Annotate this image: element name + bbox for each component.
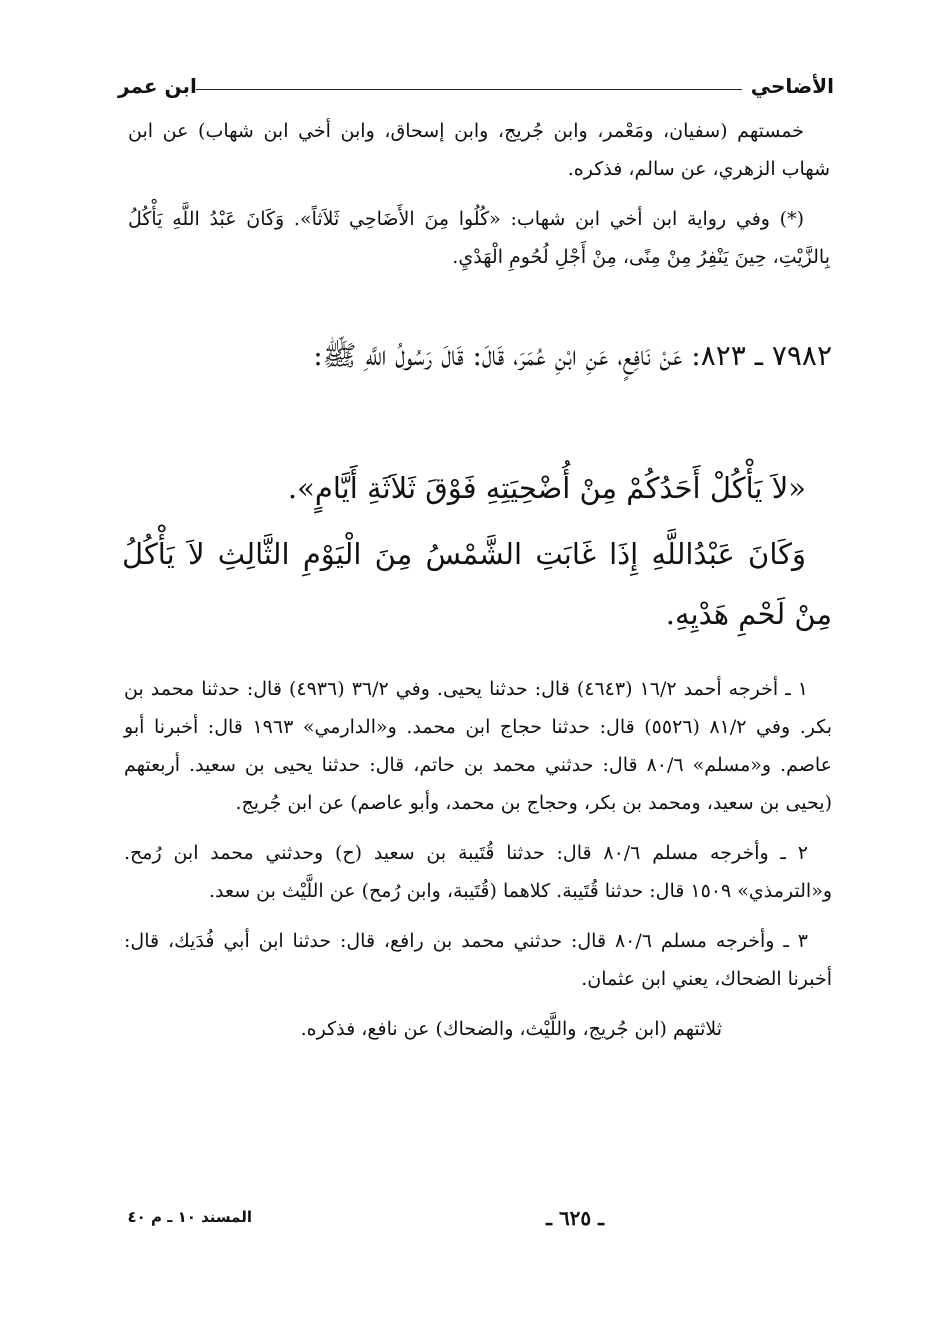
header-rule — [196, 89, 742, 90]
running-head — [118, 68, 834, 108]
hadith-quote-block — [122, 458, 832, 518]
variant-note — [128, 200, 830, 276]
hadith-heading — [122, 330, 832, 382]
hadith-quote: «لاَ يَأْكُلْ أَحَدُكُمْ مِنْ أُضْحِيَتِهِ فَوْقَ ثَلاَثَةِ أَيَّامٍ». — [287, 471, 806, 505]
footnotes — [124, 670, 832, 1060]
footnote-4: ثلاثتهم (ابن جُريج، واللَّيْث، والضحاك) عن نافع، فذكره. — [300, 1018, 722, 1040]
footnote-2: ٢ ـ وأخرجه مسلم ٨٠/٦ قال: حدثنا قُتَيبة بن سعيد (ح) وحدثني محمد ابن رُمح. و«الترمذي» ١٥٠٩ قال: حدثنا قُتَيبة. كلاهما (قُتَيبة، وابن رُمح) عن اللَّيْث بن سعد. — [124, 842, 832, 902]
page-footer — [118, 1208, 834, 1238]
section-title: الأضاحي — [750, 74, 834, 98]
signature-mark: المسند ١٠ ـ م ٤٠ — [127, 1208, 252, 1226]
continuation-paragraph — [128, 112, 830, 188]
chain-summary: خمستهم (سفيان، ومَعْمر، وابن جُريج، وابن إسحاق، وابن أخي ابن شهاب) عن ابن شهاب الزهري، عن سالم، فذكره. — [128, 120, 830, 180]
variant-text: (*) وفي رواية ابن أخي ابن شهاب: «كُلُوا مِنَ الأَضَاحِي ثَلاَثاً». وَكَانَ عَبْدُ اللَّهِ يَأْكُلُ بِالزَّيْتِ، حِينَ يَنْفِرُ مِنْ مِنًى، مِنْ أَجْلِ لُحُومِ الْهَدْيِ. — [128, 208, 830, 268]
hadith-isnad: ٧٩٨٢ ـ ٨٢٣: عَنْ نَافِعٍ، عَنِ ابْنِ عُمَرَ، قَالَ: قَالَ رَسُولُ اللَّهِ ﷺ: — [313, 339, 832, 372]
hadith-narration: وَكَانَ عَبْدُاللَّهِ إِذَا غَابَتِ الشَّمْسُ مِنَ الْيَوْمِ الثَّالِثِ لاَ يَأْكُلُ مِنْ لَحْمِ هَدْيِهِ. — [122, 537, 832, 631]
page-number: ـ ٦٢٥ ـ — [546, 1206, 604, 1230]
footnote-1: ١ ـ أخرجه أحمد ١٦/٢ (٤٦٤٣) قال: حدثنا يحيى. وفي ٣٦/٢ (٤٩٣٦) قال: حدثنا محمد بن بكر. وفي ٨١/٢ (٥٥٢٦) قال: حدثنا حجاج ابن محمد. و«الدارمي» ١٩٦٣ قال: أخبرنا أبو عاصم. و«مسلم» ٨٠/٦ قال: حدثني محمد بن حاتم، قال: حدثنا يحيى بن سعيد. أربعتهم (يحيى بن سعيد، ومحمد بن بكر، وحجاج بن محمد، وأبو عاصم) عن ابن جُريج. — [124, 678, 832, 814]
narrator-title: ابن عمر — [118, 74, 197, 98]
hadith-narration-block — [122, 524, 832, 644]
footnote-3: ٣ ـ وأخرجه مسلم ٨٠/٦ قال: حدثني محمد بن رافع، قال: حدثنا ابن أبي فُدَيك، قال: أخبرنا الضحاك، يعني ابن عثمان. — [124, 930, 832, 990]
